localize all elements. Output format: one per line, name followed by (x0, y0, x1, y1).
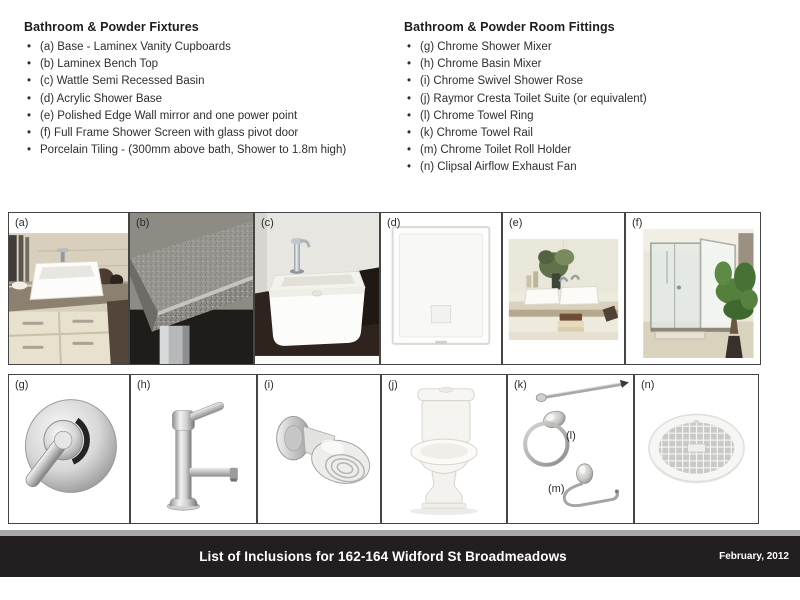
footer-date: February, 2012 (719, 551, 789, 562)
fittings-item-n: • (n) Clipsal Airflow Exhaust Fan (404, 159, 794, 176)
footer-title: List of Inclusions for 162-164 Widford St Broadmeadows (199, 549, 567, 564)
cell-label-j: (j) (388, 379, 398, 391)
exhaust-fan-photo (635, 375, 758, 523)
basin-mixer-photo (131, 375, 256, 523)
cell-label-f: (f) (632, 217, 643, 229)
cell-label-m: (m) (548, 483, 565, 495)
fixtures-item-d: • (d) Acrylic Shower Base (24, 91, 396, 108)
fittings-item-j: • (j) Raymor Cresta Toilet Suite (or equivalent) (404, 91, 794, 108)
fixtures-item-c: • (c) Wattle Semi Recessed Basin (24, 73, 396, 90)
fixtures-list (24, 39, 396, 159)
fittings-item-i: • (i) Chrome Swivel Shower Rose (404, 73, 794, 90)
fittings-item-g: • (g) Chrome Shower Mixer (404, 39, 794, 56)
gallery-cell-a (8, 212, 129, 365)
gallery-cell-b (129, 212, 254, 365)
fixtures-item-tiling: • Porcelain Tiling - (300mm above bath, Shower to 1.8m high) (24, 142, 396, 159)
gallery-cell-g (8, 374, 130, 524)
cell-label-b: (b) (136, 217, 150, 229)
fittings-section (404, 20, 794, 177)
fittings-item-k: • (k) Chrome Towel Rail (404, 125, 794, 142)
fittings-list (404, 39, 794, 177)
shower-screen-photo (626, 213, 760, 364)
bench-top-photo (130, 213, 253, 364)
shower-base-photo (381, 213, 501, 364)
footer-bar (0, 536, 800, 577)
cell-label-c: (c) (261, 217, 274, 229)
gallery-cell-n (634, 374, 759, 524)
fittings-item-l: • (l) Chrome Towel Ring (404, 108, 794, 125)
vanity-cupboards-photo (9, 213, 128, 364)
fixtures-item-a: • (a) Base - Laminex Vanity Cupboards (24, 39, 396, 56)
fixtures-item-e: • (e) Polished Edge Wall mirror and one power point (24, 108, 396, 125)
gallery-cell-e (502, 212, 625, 365)
cell-label-i: (i) (264, 379, 274, 391)
towel-fittings-photo (508, 375, 633, 523)
gallery-row-1 (8, 212, 761, 365)
gallery-cell-c (254, 212, 380, 365)
gallery-row-2 (8, 374, 759, 524)
fixtures-heading: Bathroom & Powder Fixtures (24, 20, 199, 34)
cell-label-d: (d) (387, 217, 401, 229)
semi-recessed-basin-photo (255, 213, 379, 364)
gallery-cell-j (381, 374, 507, 524)
fittings-item-m: • (m) Chrome Toilet Roll Holder (404, 142, 794, 159)
fittings-item-h: • (h) Chrome Basin Mixer (404, 56, 794, 73)
fixtures-item-b: • (b) Laminex Bench Top (24, 56, 396, 73)
shower-rose-photo (258, 375, 380, 523)
gallery-cell-f (625, 212, 761, 365)
gallery-cell-h (130, 374, 257, 524)
cell-label-k: (k) (514, 379, 527, 391)
cell-label-l: (l) (566, 430, 576, 442)
fixtures-item-f: • (f) Full Frame Shower Screen with glass pivot door (24, 125, 396, 142)
cell-label-g: (g) (15, 379, 29, 391)
gallery-cell-klm (507, 374, 634, 524)
toilet-suite-photo (382, 375, 506, 523)
fixtures-section (24, 20, 396, 159)
cell-label-a: (a) (15, 217, 29, 229)
cell-label-h: (h) (137, 379, 151, 391)
cell-label-n: (n) (641, 379, 655, 391)
cell-label-e: (e) (509, 217, 523, 229)
fittings-heading: Bathroom & Powder Room Fittings (404, 20, 615, 34)
gallery-cell-i (257, 374, 381, 524)
shower-mixer-photo (9, 375, 129, 523)
gallery-cell-d (380, 212, 502, 365)
wall-mirror-photo (503, 213, 624, 364)
